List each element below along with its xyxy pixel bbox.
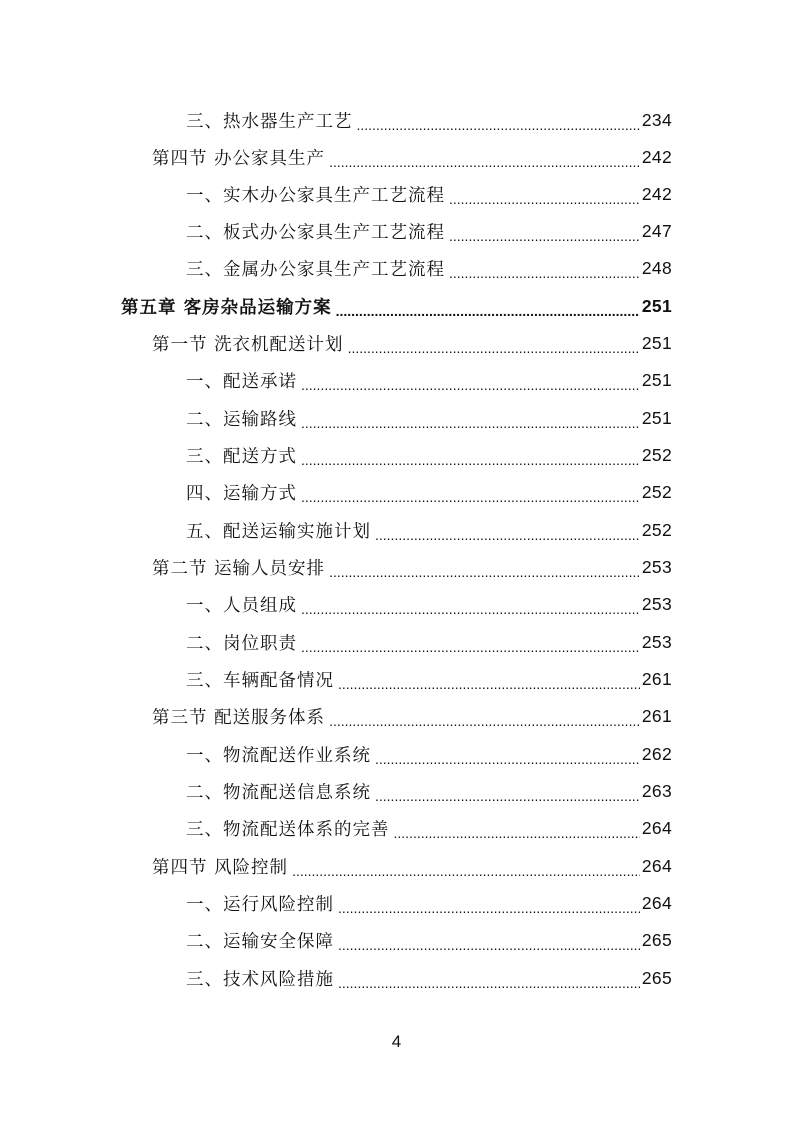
toc-entry-page: 242: [641, 146, 672, 167]
toc-entry-page: 251: [641, 369, 672, 390]
dot-leader: [301, 486, 640, 507]
toc-entry-page: 252: [641, 444, 672, 465]
dot-leader: [338, 934, 640, 955]
toc-entry-label: 第一节 洗衣机配送计划: [152, 334, 344, 355]
dot-leader: [348, 337, 640, 358]
toc-entry[interactable]: [152, 851, 672, 881]
toc-entry-label: 第四节 办公家具生产: [152, 148, 326, 169]
toc-entry-page: 252: [641, 519, 672, 540]
toc-entry[interactable]: [186, 776, 672, 806]
toc-entry[interactable]: [152, 701, 672, 731]
toc-entry-page: 253: [641, 593, 672, 614]
dot-leader: [336, 300, 640, 321]
toc-entry-label: 第四节 风险控制: [152, 857, 289, 878]
toc-entry[interactable]: [186, 253, 672, 283]
dot-leader: [329, 151, 640, 172]
toc-entry-label: 第五章 客房杂品运输方案: [121, 297, 332, 318]
dot-leader: [357, 114, 640, 135]
toc-entry-page: 252: [641, 481, 672, 502]
dot-leader: [301, 449, 640, 470]
toc-entry-label: 三、技术风险措施: [186, 969, 334, 990]
toc-entry-page: 264: [641, 855, 672, 876]
toc-entry[interactable]: [152, 328, 672, 358]
toc-entry[interactable]: [186, 365, 672, 395]
toc-entry-page: 251: [641, 332, 672, 353]
dot-leader: [449, 262, 640, 283]
toc-entry-label: 三、金属办公家具生产工艺流程: [186, 259, 445, 280]
toc-entry-page: 251: [641, 295, 672, 316]
dot-leader: [338, 673, 640, 694]
toc-entry-label: 第三节 配送服务体系: [152, 707, 326, 728]
dot-leader: [301, 374, 640, 395]
toc-entry-page: 251: [641, 407, 672, 428]
toc-entry[interactable]: [186, 216, 672, 246]
dot-leader: [449, 188, 640, 209]
toc-entry-page: 253: [641, 631, 672, 652]
dot-leader: [329, 710, 640, 731]
toc-entry[interactable]: [186, 515, 672, 545]
toc-entry-page: 262: [641, 743, 672, 764]
toc-entry-label: 二、物流配送信息系统: [186, 782, 371, 803]
toc-entry-page: 234: [641, 109, 672, 130]
toc-entry-label: 三、车辆配备情况: [186, 670, 334, 691]
toc-entry-label: 三、热水器生产工艺: [186, 111, 353, 132]
toc-entry-label: 三、物流配送体系的完善: [186, 819, 390, 840]
toc-entry-label: 三、配送方式: [186, 446, 297, 467]
dot-leader: [301, 598, 640, 619]
toc-entry[interactable]: [186, 403, 672, 433]
toc-entry-label: 四、运输方式: [186, 483, 297, 504]
dot-leader: [338, 897, 640, 918]
dot-leader: [375, 785, 640, 806]
toc-entry-page: 264: [641, 817, 672, 838]
toc-entry-page: 264: [641, 892, 672, 913]
toc-entry[interactable]: [186, 739, 672, 769]
dot-leader: [375, 524, 640, 545]
toc-entry-page: 261: [641, 705, 672, 726]
dot-leader: [375, 748, 640, 769]
toc-entry[interactable]: [186, 105, 672, 135]
toc-entry-label: 二、运输路线: [186, 409, 297, 430]
toc-entry-page: 253: [641, 556, 672, 577]
toc-entry-page: 247: [641, 220, 672, 241]
toc-entry-page: 248: [641, 257, 672, 278]
toc-entry-label: 一、物流配送作业系统: [186, 745, 371, 766]
toc-entry[interactable]: [186, 440, 672, 470]
dot-leader: [301, 412, 640, 433]
toc-entry[interactable]: [186, 627, 672, 657]
dot-leader: [338, 972, 640, 993]
dot-leader: [329, 561, 640, 582]
dot-leader: [449, 225, 640, 246]
toc-entry[interactable]: [186, 925, 672, 955]
toc-entry-label: 一、运行风险控制: [186, 894, 334, 915]
toc-entry-label: 一、实木办公家具生产工艺流程: [186, 185, 445, 206]
toc-entry-label: 二、板式办公家具生产工艺流程: [186, 222, 445, 243]
toc-entry[interactable]: [186, 477, 672, 507]
toc-entry[interactable]: [186, 963, 672, 993]
toc-entry-label: 一、配送承诺: [186, 371, 297, 392]
dot-leader: [394, 822, 640, 843]
toc-entry-page: 242: [641, 183, 672, 204]
toc-entry[interactable]: [186, 888, 672, 918]
toc-entry-page: 265: [641, 929, 672, 950]
toc-entry-label: 二、运输安全保障: [186, 931, 334, 952]
toc-entry[interactable]: [186, 589, 672, 619]
toc-chapter-entry[interactable]: [121, 291, 672, 321]
toc-entry[interactable]: [186, 813, 672, 843]
toc-entry[interactable]: [186, 664, 672, 694]
toc-entry-label: 五、配送运输实施计划: [186, 521, 371, 542]
toc-entry-page: 261: [641, 668, 672, 689]
toc-entry-label: 第二节 运输人员安排: [152, 558, 326, 579]
dot-leader: [292, 860, 640, 881]
toc-entry[interactable]: [152, 142, 672, 172]
toc-entry-label: 一、人员组成: [186, 595, 297, 616]
toc-entry-label: 二、岗位职责: [186, 633, 297, 654]
toc-entry-page: 265: [641, 967, 672, 988]
toc-entry[interactable]: [152, 552, 672, 582]
toc-entry-page: 263: [641, 780, 672, 801]
dot-leader: [301, 636, 640, 657]
toc-entry[interactable]: [186, 179, 672, 209]
page-number: 4: [391, 1032, 402, 1051]
